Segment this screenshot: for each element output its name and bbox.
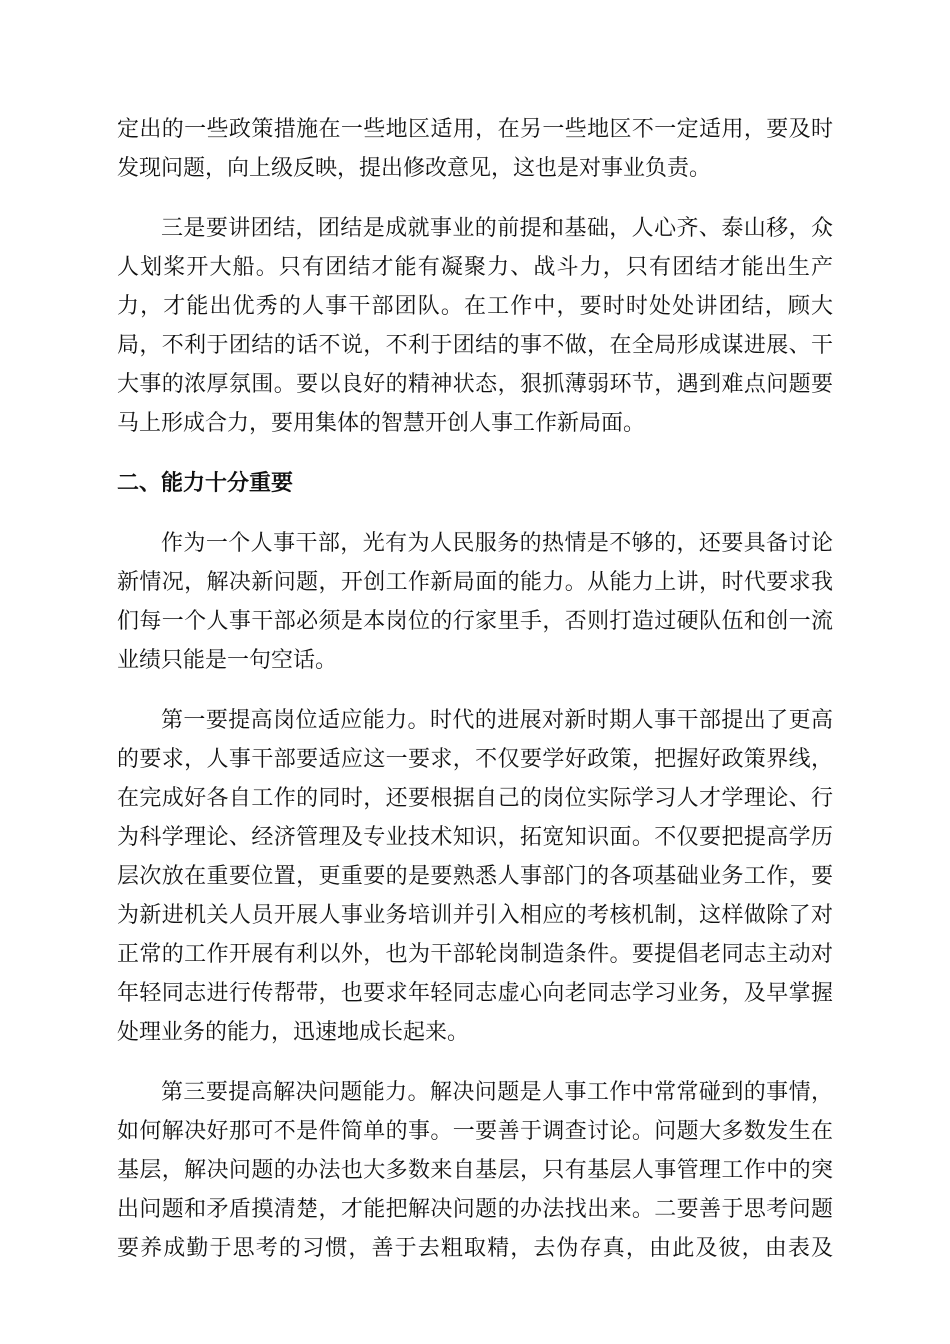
text-line: 马上形成合力，要用集体的智慧开创人事工作新局面。 (117, 411, 646, 436)
text-line: 三是要讲团结，团结是成就事业的前提和基础，人心齐、泰山移，众 (161, 216, 833, 241)
text-line: 层次放在重要位置，更重要的是要熟悉人事部门的各项基础业务工作，要 (117, 864, 833, 889)
text-line: 如何解决好那可不是件简单的事。一要善于调查讨论。问题大多数发生在 (117, 1119, 833, 1144)
text-line: 的要求，人事干部要适应这一要求，不仅要学好政策，把握好政策界线， (117, 747, 833, 772)
text-line: 为新进机关人员开展人事业务培训并引入相应的考核机制，这样做除了对 (117, 903, 833, 928)
section-heading: 二、能力十分重要 (117, 471, 294, 496)
text-line: 大事的浓厚氛围。要以良好的精神状态，狠抓薄弱环节，遇到难点问题要 (117, 372, 833, 397)
text-line: 业绩只能是一句空话。 (117, 648, 338, 673)
text-line: 年轻同志进行传帮带，也要求年轻同志虚心向老同志学习业务，及早掌握 (117, 981, 833, 1006)
text-line: 出问题和矛盾摸清楚，才能把解决问题的办法找出来。二要善于思考问题 (117, 1197, 833, 1222)
text-line: 正常的工作开展有利以外，也为干部轮岗制造条件。要提倡老同志主动对 (117, 942, 833, 967)
text-line: 第一要提高岗位适应能力。时代的进展对新时期人事干部提出了更高 (161, 708, 833, 733)
text-line: 人划桨开大船。只有团结才能有凝聚力、战斗力，只有团结才能出生产 (117, 255, 833, 280)
paragraph-2 (117, 209, 833, 443)
text-line: 们每一个人事干部必须是本岗位的行家里手，否则打造过硬队伍和创一流 (117, 609, 833, 634)
document-body (117, 110, 833, 1289)
text-line: 为科学理论、经济管理及专业技术知识，拓宽知识面。不仅要把提高学历 (117, 825, 833, 850)
paragraph-1 (117, 110, 833, 188)
text-line: 基层，解决问题的办法也大多数来自基层，只有基层人事管理工作中的突 (117, 1158, 833, 1183)
text-line: 定出的一些政策措施在一些地区适用，在另一些地区不一定适用，要及时 (117, 117, 833, 142)
text-line: 局，不利于团结的话不说，不利于团结的事不做，在全局形成谋进展、干 (117, 333, 833, 358)
text-line: 在完成好各自工作的同时，还要根据自己的岗位实际学习人才学理论、行 (117, 786, 833, 811)
text-line: 要养成勤于思考的习惯，善于去粗取精，去伪存真，由此及彼，由表及 (117, 1236, 833, 1261)
paragraph-4 (117, 701, 833, 1052)
paragraph-5 (117, 1073, 833, 1268)
text-line: 发现问题，向上级反映，提出修改意见，这也是对事业负责。 (117, 156, 712, 181)
text-line: 作为一个人事干部，光有为人民服务的热情是不够的，还要具备讨论 (161, 531, 833, 556)
paragraph-3 (117, 524, 833, 680)
text-line: 处理业务的能力，迅速地成长起来。 (117, 1020, 470, 1045)
text-line: 第三要提高解决问题能力。解决问题是人事工作中常常碰到的事情， (161, 1080, 833, 1105)
text-line: 新情况，解决新问题，开创工作新局面的能力。从能力上讲，时代要求我 (117, 570, 833, 595)
text-line: 力，才能出优秀的人事干部团队。在工作中，要时时处处讲团结，顾大 (117, 294, 833, 319)
